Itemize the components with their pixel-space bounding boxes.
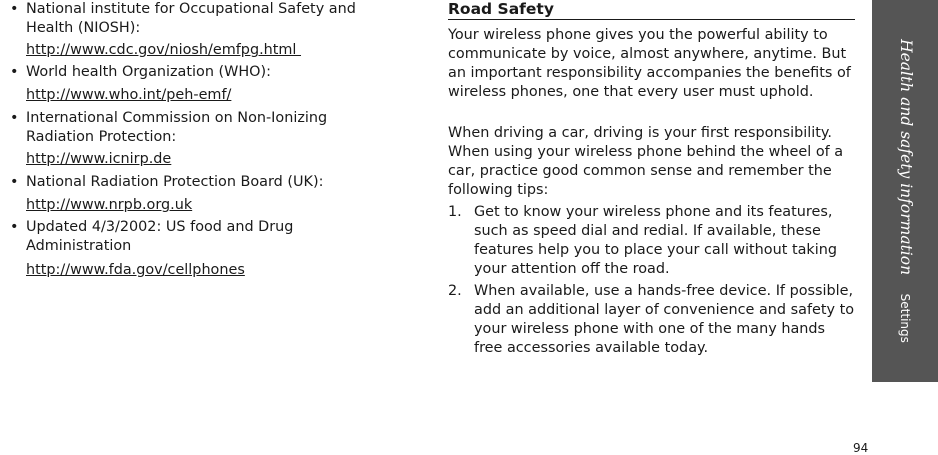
- niosh-link[interactable]: http://www.cdc.gov/niosh/emfpg.html: [26, 42, 302, 58]
- bullet: •: [10, 1, 19, 17]
- bullet: •: [10, 174, 19, 190]
- page-number: 94: [853, 441, 869, 455]
- item-number: 2.: [448, 283, 462, 299]
- list-item-text: National institute for Occupational Safety and Health (NIOSH):: [26, 1, 356, 36]
- title-divider: [448, 19, 855, 20]
- fda-link[interactable]: http://www.fda.gov/cellphones: [26, 262, 245, 278]
- list-item-text: National Radiation Protection Board (UK):: [26, 174, 324, 190]
- side-tab-label: [895, 39, 915, 343]
- list-item-text: World health Organization (WHO):: [26, 64, 271, 80]
- paragraph: Your wireless phone gives you the powerful ability to communicate by voice, almost anywhere, anytime. But an important responsibility accompanies the benefits of wireless phones, one that every user must uphold.: [448, 27, 851, 100]
- item-text: Get to know your wireless phone and its features, such as speed dial and redial. If available, these features help you to place your call without taking your attention off the road.: [474, 204, 837, 277]
- side-tab-title: Health and safety information: [897, 39, 915, 276]
- paragraph: When driving a car, driving is your first responsibility. When using your wireless phone behind the wheel of a car, practice good common sense and remember the following tips:: [448, 125, 844, 198]
- who-link[interactable]: http://www.who.int/peh-emf/: [26, 87, 232, 103]
- section-side-tab: [872, 0, 938, 382]
- side-tab-subtitle: Settings: [898, 293, 912, 343]
- bullet: •: [10, 64, 19, 80]
- list-item-text: International Commission on Non-Ionizing Radiation Protection:: [26, 110, 328, 145]
- nrpb-link[interactable]: http://www.nrpb.org.uk: [26, 197, 193, 213]
- item-text: When available, use a hands-free device. If possible, add an additional layer of convenience and safety to your wireless phone with one of the many hands free accessories available today.: [474, 283, 855, 356]
- item-number: 1.: [448, 204, 462, 220]
- bullet: •: [10, 219, 19, 235]
- bullet: •: [10, 110, 19, 126]
- icnirp-link[interactable]: http://www.icnirp.de: [26, 151, 172, 167]
- section-title: Road Safety: [448, 0, 554, 18]
- list-item-text: Updated 4/3/2002: US food and Drug Administration: [26, 219, 294, 254]
